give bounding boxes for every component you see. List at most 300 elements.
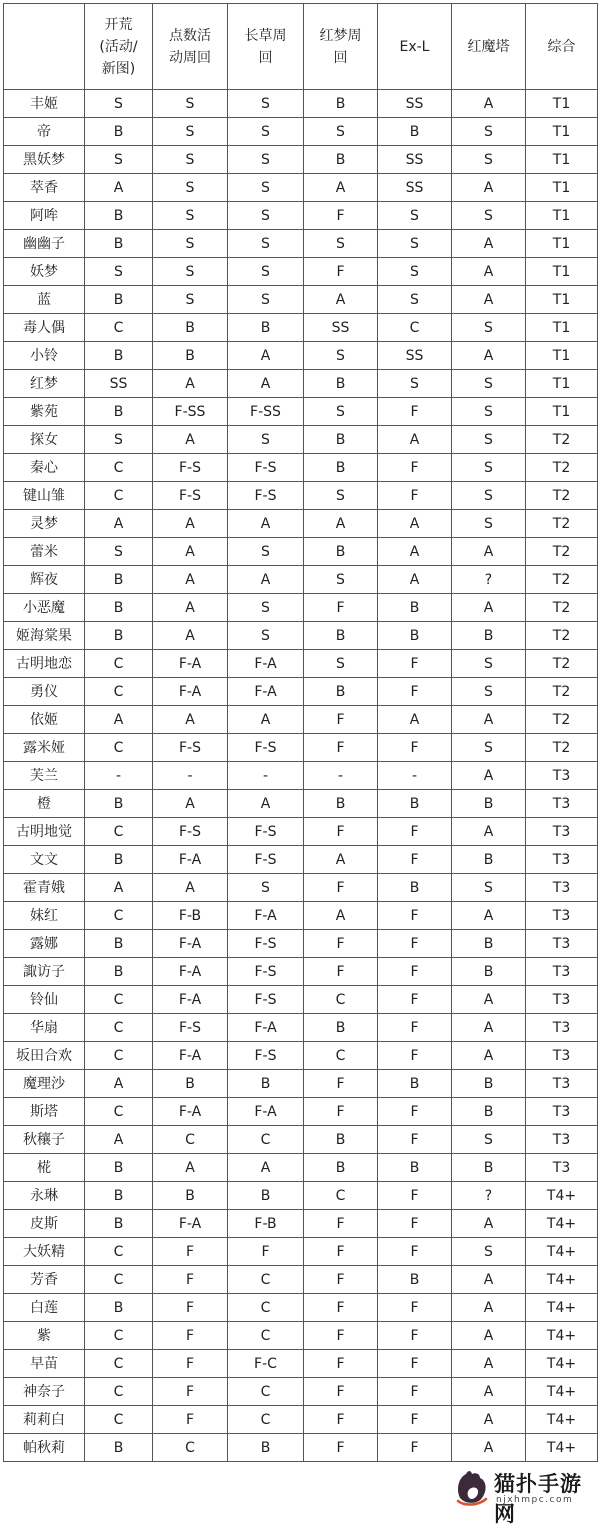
table-row (4, 1238, 598, 1266)
rating-overall: T4+ (526, 1294, 598, 1322)
rating-points-event: F-A (153, 1042, 228, 1070)
rating-points-event: S (153, 118, 228, 146)
rating-opening: C (85, 1378, 153, 1406)
table-row (4, 538, 598, 566)
rating-points-event: C (153, 1126, 228, 1154)
rating-points-event: F-A (153, 678, 228, 706)
character-name: 小铃 (4, 342, 85, 370)
header-scarlet-tower: 红魔塔 (452, 4, 526, 90)
rating-overall: T3 (526, 986, 598, 1014)
rating-longterm-farm: F (228, 1238, 304, 1266)
rating-longterm-farm: B (228, 1182, 304, 1210)
table-row (4, 230, 598, 258)
rating-opening: C (85, 1350, 153, 1378)
character-name: 古明地觉 (4, 818, 85, 846)
character-name: 霍青娥 (4, 874, 85, 902)
table-row (4, 706, 598, 734)
character-name: 帝 (4, 118, 85, 146)
header-overall: 综合 (526, 4, 598, 90)
character-name: 妖梦 (4, 258, 85, 286)
rating-longterm-farm: A (228, 790, 304, 818)
table-row (4, 314, 598, 342)
rating-points-event: A (153, 370, 228, 398)
table-row (4, 734, 598, 762)
rating-overall: T1 (526, 202, 598, 230)
rating-exl: B (378, 874, 452, 902)
rating-scarlet-tower: A (452, 1378, 526, 1406)
rating-opening: B (85, 342, 153, 370)
character-name: 依姬 (4, 706, 85, 734)
character-name: 丰姬 (4, 90, 85, 118)
rating-exl: F (378, 1294, 452, 1322)
rating-longterm-farm: S (228, 538, 304, 566)
rating-points-event: S (153, 258, 228, 286)
rating-points-event: B (153, 1182, 228, 1210)
rating-scarlet-tower: B (452, 958, 526, 986)
character-name: 帕秋莉 (4, 1434, 85, 1462)
character-name: 秋穰子 (4, 1126, 85, 1154)
rating-redmoon-farm: B (304, 146, 378, 174)
rating-overall: T3 (526, 1098, 598, 1126)
character-name: 灵梦 (4, 510, 85, 538)
rating-overall: T4+ (526, 1350, 598, 1378)
rating-opening: B (85, 930, 153, 958)
table-row (4, 1434, 598, 1462)
character-name: 探女 (4, 426, 85, 454)
character-name: 大妖精 (4, 1238, 85, 1266)
rating-overall: T2 (526, 650, 598, 678)
rating-scarlet-tower: A (452, 1322, 526, 1350)
rating-exl: F (378, 1322, 452, 1350)
rating-scarlet-tower: S (452, 146, 526, 174)
rating-scarlet-tower: A (452, 1210, 526, 1238)
rating-longterm-farm: F-S (228, 986, 304, 1014)
rating-scarlet-tower: S (452, 678, 526, 706)
rating-exl: - (378, 762, 452, 790)
rating-opening: S (85, 538, 153, 566)
rating-opening: S (85, 426, 153, 454)
rating-longterm-farm: B (228, 1434, 304, 1462)
rating-scarlet-tower: S (452, 454, 526, 482)
rating-points-event: F-S (153, 1014, 228, 1042)
rating-opening: S (85, 146, 153, 174)
rating-scarlet-tower: S (452, 370, 526, 398)
rating-longterm-farm: S (228, 594, 304, 622)
rating-scarlet-tower: A (452, 174, 526, 202)
rating-points-event: B (153, 314, 228, 342)
rating-redmoon-farm: B (304, 1154, 378, 1182)
rating-longterm-farm: F-B (228, 1210, 304, 1238)
character-name: 华扇 (4, 1014, 85, 1042)
rating-overall: T2 (526, 454, 598, 482)
rating-points-event: S (153, 90, 228, 118)
rating-overall: T1 (526, 118, 598, 146)
rating-opening: C (85, 734, 153, 762)
character-name: 皮斯 (4, 1210, 85, 1238)
rating-scarlet-tower: B (452, 1098, 526, 1126)
table-row (4, 1266, 598, 1294)
rating-overall: T3 (526, 790, 598, 818)
table-row (4, 370, 598, 398)
character-name: 白莲 (4, 1294, 85, 1322)
rating-exl: B (378, 1070, 452, 1098)
rating-opening: B (85, 1294, 153, 1322)
rating-exl: F (378, 902, 452, 930)
rating-exl: F (378, 1378, 452, 1406)
rating-points-event: S (153, 286, 228, 314)
rating-overall: T2 (526, 566, 598, 594)
rating-longterm-farm: C (228, 1322, 304, 1350)
rating-scarlet-tower: S (452, 118, 526, 146)
rating-scarlet-tower: A (452, 1434, 526, 1462)
character-name: 辉夜 (4, 566, 85, 594)
table-header (4, 4, 598, 90)
corner-cell (4, 4, 85, 90)
table-row (4, 902, 598, 930)
rating-longterm-farm: F-S (228, 846, 304, 874)
rating-opening: C (85, 454, 153, 482)
rating-points-event: F (153, 1378, 228, 1406)
rating-longterm-farm: S (228, 202, 304, 230)
rating-overall: T1 (526, 230, 598, 258)
table-row (4, 1154, 598, 1182)
rating-redmoon-farm: C (304, 986, 378, 1014)
rating-scarlet-tower: A (452, 258, 526, 286)
rating-redmoon-farm: F (304, 1210, 378, 1238)
rating-longterm-farm: S (228, 90, 304, 118)
rating-longterm-farm: B (228, 1070, 304, 1098)
rating-redmoon-farm: F (304, 1070, 378, 1098)
rating-redmoon-farm: F (304, 706, 378, 734)
rating-longterm-farm: C (228, 1126, 304, 1154)
rating-points-event: F (153, 1294, 228, 1322)
rating-exl: F (378, 1238, 452, 1266)
rating-overall: T2 (526, 622, 598, 650)
rating-redmoon-farm: F (304, 1294, 378, 1322)
rating-opening: C (85, 482, 153, 510)
header-points-event: 点数活 动周回 (153, 4, 228, 90)
rating-redmoon-farm: F (304, 958, 378, 986)
rating-opening: B (85, 1210, 153, 1238)
rating-exl: F (378, 678, 452, 706)
table-row (4, 1322, 598, 1350)
rating-points-event: F-A (153, 958, 228, 986)
table-row (4, 118, 598, 146)
rating-opening: B (85, 202, 153, 230)
rating-redmoon-farm: S (304, 650, 378, 678)
table-row (4, 258, 598, 286)
rating-scarlet-tower: A (452, 286, 526, 314)
rating-scarlet-tower: S (452, 202, 526, 230)
rating-opening: B (85, 846, 153, 874)
rating-scarlet-tower: B (452, 1154, 526, 1182)
rating-opening: A (85, 1126, 153, 1154)
character-name: 红梦 (4, 370, 85, 398)
rating-exl: F (378, 734, 452, 762)
rating-overall: T2 (526, 510, 598, 538)
rating-points-event: C (153, 1434, 228, 1462)
rating-redmoon-farm: S (304, 566, 378, 594)
watermark-title: 猫扑手游网 (494, 1471, 582, 1526)
character-name: 露娜 (4, 930, 85, 958)
rating-overall: T4+ (526, 1182, 598, 1210)
rating-redmoon-farm: F (304, 1406, 378, 1434)
rating-scarlet-tower: A (452, 230, 526, 258)
rating-opening: C (85, 1406, 153, 1434)
character-name: 坂田合欢 (4, 1042, 85, 1070)
character-name: 萃香 (4, 174, 85, 202)
rating-longterm-farm: A (228, 706, 304, 734)
rating-overall: T4+ (526, 1210, 598, 1238)
rating-opening: S (85, 258, 153, 286)
table-row (4, 566, 598, 594)
table-row (4, 790, 598, 818)
rating-overall: T1 (526, 258, 598, 286)
rating-scarlet-tower: S (452, 482, 526, 510)
rating-exl: B (378, 622, 452, 650)
table-row (4, 678, 598, 706)
rating-scarlet-tower: S (452, 734, 526, 762)
rating-overall: T3 (526, 818, 598, 846)
character-name: 蕾米 (4, 538, 85, 566)
rating-redmoon-farm: F (304, 1322, 378, 1350)
rating-opening: B (85, 1154, 153, 1182)
table-row (4, 594, 598, 622)
site-watermark (448, 1466, 600, 1526)
character-name: 早苗 (4, 1350, 85, 1378)
rating-points-event: A (153, 538, 228, 566)
rating-opening: C (85, 1014, 153, 1042)
rating-points-event: F-S (153, 454, 228, 482)
rating-redmoon-farm: F (304, 1434, 378, 1462)
rating-exl: F (378, 1042, 452, 1070)
rating-redmoon-farm: S (304, 118, 378, 146)
rating-opening: C (85, 1266, 153, 1294)
table-row (4, 426, 598, 454)
character-name: 阿哞 (4, 202, 85, 230)
character-name: 永琳 (4, 1182, 85, 1210)
rating-redmoon-farm: F (304, 930, 378, 958)
rating-exl: S (378, 258, 452, 286)
table-row (4, 398, 598, 426)
table-body (4, 90, 598, 1462)
rating-exl: F (378, 958, 452, 986)
rating-points-event: A (153, 510, 228, 538)
rating-exl: A (378, 510, 452, 538)
rating-opening: A (85, 1070, 153, 1098)
rating-points-event: F-A (153, 1210, 228, 1238)
rating-redmoon-farm: A (304, 902, 378, 930)
character-name: 勇仪 (4, 678, 85, 706)
table-row (4, 286, 598, 314)
rating-overall: T4+ (526, 1434, 598, 1462)
rating-exl: F (378, 482, 452, 510)
rating-points-event: S (153, 146, 228, 174)
rating-longterm-farm: A (228, 370, 304, 398)
rating-longterm-farm: F-S (228, 958, 304, 986)
rating-points-event: A (153, 874, 228, 902)
rating-longterm-farm: C (228, 1294, 304, 1322)
rating-overall: T1 (526, 146, 598, 174)
rating-opening: C (85, 650, 153, 678)
table-row (4, 90, 598, 118)
header-row (4, 4, 598, 90)
rating-scarlet-tower: B (452, 1070, 526, 1098)
rating-points-event: F-A (153, 1098, 228, 1126)
rating-exl: C (378, 314, 452, 342)
rating-points-event: F-A (153, 846, 228, 874)
table-row (4, 1070, 598, 1098)
character-name: 斯塔 (4, 1098, 85, 1126)
rating-opening: C (85, 678, 153, 706)
rating-redmoon-farm: F (304, 1098, 378, 1126)
rating-points-event: B (153, 342, 228, 370)
character-name: 姬海棠果 (4, 622, 85, 650)
rating-opening: C (85, 1042, 153, 1070)
rating-longterm-farm: F-S (228, 734, 304, 762)
rating-redmoon-farm: F (304, 1238, 378, 1266)
rating-scarlet-tower: ? (452, 566, 526, 594)
rating-points-event: A (153, 426, 228, 454)
rating-scarlet-tower: A (452, 1042, 526, 1070)
rating-redmoon-farm: F (304, 734, 378, 762)
rating-scarlet-tower: A (452, 342, 526, 370)
rating-scarlet-tower: B (452, 790, 526, 818)
rating-longterm-farm: F-A (228, 902, 304, 930)
table-row (4, 1378, 598, 1406)
rating-opening: A (85, 706, 153, 734)
rating-redmoon-farm: S (304, 398, 378, 426)
rating-redmoon-farm: B (304, 454, 378, 482)
rating-points-event: F-S (153, 734, 228, 762)
rating-opening: B (85, 398, 153, 426)
rating-overall: T1 (526, 370, 598, 398)
rating-points-event: S (153, 174, 228, 202)
rating-exl: F (378, 1014, 452, 1042)
rating-scarlet-tower: A (452, 1294, 526, 1322)
rating-redmoon-farm: F (304, 594, 378, 622)
table-row (4, 818, 598, 846)
rating-overall: T2 (526, 426, 598, 454)
rating-points-event: F-S (153, 818, 228, 846)
rating-longterm-farm: F-S (228, 482, 304, 510)
character-name: 妹红 (4, 902, 85, 930)
watermark-url: njxhmpc.com (496, 1495, 574, 1505)
character-name: 露米娅 (4, 734, 85, 762)
character-name: 紫 (4, 1322, 85, 1350)
rating-points-event: F-SS (153, 398, 228, 426)
rating-exl: A (378, 426, 452, 454)
rating-scarlet-tower: A (452, 706, 526, 734)
rating-overall: T1 (526, 398, 598, 426)
rating-points-event: A (153, 1154, 228, 1182)
rating-points-event: A (153, 790, 228, 818)
rating-redmoon-farm: S (304, 230, 378, 258)
rating-redmoon-farm: F (304, 258, 378, 286)
table-row (4, 1014, 598, 1042)
rating-redmoon-farm: F (304, 202, 378, 230)
character-name: 芳香 (4, 1266, 85, 1294)
rating-redmoon-farm: B (304, 622, 378, 650)
rating-longterm-farm: F-S (228, 818, 304, 846)
rating-longterm-farm: A (228, 510, 304, 538)
rating-redmoon-farm: F (304, 874, 378, 902)
rating-longterm-farm: F-A (228, 650, 304, 678)
rating-points-event: A (153, 566, 228, 594)
table-row (4, 986, 598, 1014)
rating-overall: T3 (526, 958, 598, 986)
rating-opening: B (85, 958, 153, 986)
rating-longterm-farm: F-S (228, 1042, 304, 1070)
rating-longterm-farm: A (228, 566, 304, 594)
table-row (4, 650, 598, 678)
rating-exl: B (378, 118, 452, 146)
rating-scarlet-tower: A (452, 538, 526, 566)
rating-points-event: F (153, 1238, 228, 1266)
character-name: 键山雏 (4, 482, 85, 510)
rating-scarlet-tower: B (452, 622, 526, 650)
rating-overall: T4+ (526, 1238, 598, 1266)
rating-opening: C (85, 1238, 153, 1266)
rating-points-event: F (153, 1322, 228, 1350)
rating-scarlet-tower: B (452, 930, 526, 958)
rating-redmoon-farm: B (304, 370, 378, 398)
rating-longterm-farm: A (228, 342, 304, 370)
character-name: 芙兰 (4, 762, 85, 790)
table-row (4, 454, 598, 482)
rating-overall: T3 (526, 762, 598, 790)
rating-exl: SS (378, 90, 452, 118)
rating-opening: B (85, 594, 153, 622)
table-row (4, 1350, 598, 1378)
rating-scarlet-tower: A (452, 1014, 526, 1042)
table-row (4, 622, 598, 650)
rating-longterm-farm: S (228, 118, 304, 146)
rating-overall: T4+ (526, 1378, 598, 1406)
table-row (4, 874, 598, 902)
rating-overall: T1 (526, 174, 598, 202)
table-row (4, 342, 598, 370)
rating-longterm-farm: F-S (228, 454, 304, 482)
rating-exl: F (378, 1098, 452, 1126)
rating-longterm-farm: F-A (228, 1014, 304, 1042)
rating-redmoon-farm: B (304, 1014, 378, 1042)
rating-opening: B (85, 286, 153, 314)
rating-longterm-farm: C (228, 1406, 304, 1434)
rating-opening: - (85, 762, 153, 790)
rating-redmoon-farm: S (304, 482, 378, 510)
character-name: 文文 (4, 846, 85, 874)
rating-overall: T2 (526, 594, 598, 622)
rating-redmoon-farm: - (304, 762, 378, 790)
header-exl: Ex-L (378, 4, 452, 90)
rating-overall: T1 (526, 342, 598, 370)
character-name: 蓝 (4, 286, 85, 314)
rating-redmoon-farm: F (304, 1266, 378, 1294)
rating-exl: F (378, 1434, 452, 1462)
rating-redmoon-farm: C (304, 1182, 378, 1210)
rating-scarlet-tower: S (452, 314, 526, 342)
table-row (4, 958, 598, 986)
character-name: 幽幽子 (4, 230, 85, 258)
rating-exl: S (378, 230, 452, 258)
rating-opening: A (85, 874, 153, 902)
rating-opening: SS (85, 370, 153, 398)
rating-scarlet-tower: A (452, 818, 526, 846)
rating-longterm-farm: S (228, 258, 304, 286)
rating-scarlet-tower: A (452, 902, 526, 930)
rating-exl: B (378, 594, 452, 622)
